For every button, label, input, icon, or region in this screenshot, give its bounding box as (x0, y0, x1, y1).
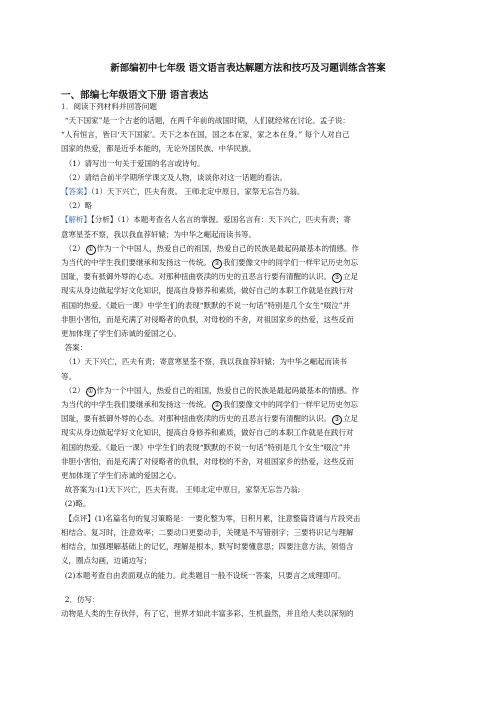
paragraph-line: 更加体现了学生们赤诚的爱国之心。 (61, 329, 181, 339)
paragraph-line: 更加体现了学生们赤诚的爱国之心。 (61, 471, 181, 481)
document-title: 新部编初中七年级 语文语言表达解题方法和技巧及习题训练含答案 (110, 63, 386, 74)
answer-2: （2）略 (64, 201, 93, 211)
paragraph-line: 非胆小害怕，而是充满了对侵略者的仇恨，对母校的不舍，对祖国家乡的热爱，这些反而 (61, 314, 354, 324)
paragraph-line: 现实从身边做起学好文化知识，提高自身修养和素质，做好自己的本职工作就是在践行对 (61, 428, 354, 438)
circled-three-icon: ③ (332, 415, 342, 425)
answer-repeat-line: （1）天下兴亡，匹夫有责；寄意寒星荃不察，我以我血荐轩辕；为中华之崛起而读书 (64, 357, 348, 367)
question-prompt: 阅读下列材料并回答问题 (73, 102, 157, 111)
paragraph-line: 现实从身边做起学好文化知识，提高自身修养和素质，做好自己的本职工作就是在践行对 (61, 286, 354, 296)
comment-line: 【点评】(1)名篇名句的复习策略是：一要化整为零，日积月累，注意整篇背诵与片段突击 (64, 513, 361, 523)
comment-line: (2)本题考查自由表面观点的能力。此类题目一般不设统一答案，只要言之成理即可。 (64, 570, 346, 580)
final-answer: 故答案为:(1)天下兴亡，匹夫有责。 王师北定中原日，家祭无忘告乃翁; (64, 485, 301, 495)
sub-question-2: （2）请结合前半学期所学课文及人物，谈谈你对这一话题的看法。 (64, 172, 288, 182)
sub-question-1: （1）请写出一句关于爱国的名言或诗句。 (64, 158, 205, 168)
analysis-tag-2: 【分析】 (91, 215, 118, 225)
answer-label: 答案： (64, 343, 88, 353)
paragraph-line: （2） ① 作为一个中国人，热爱自己的祖国，热爱自己的民族是最起码最基本的情感。作 (64, 243, 360, 253)
circled-one-icon: ① (86, 387, 96, 397)
circled-two-icon: ② (212, 401, 222, 411)
question-number: 1． (61, 102, 74, 111)
analysis-line: 意寒星荃不察，我以我血荐轩辕；为中华之崛起而读书等。 (61, 229, 256, 239)
analysis-line (61, 213, 439, 227)
paragraph-line: 祖国的热爱。《最后一课》中学生们的表现“默默的不说一句话”特别是几个女生“啜泣”并 (61, 442, 351, 452)
paragraph-line: 为当代的中学生我们要继承和发扬这一传统。 ② 我们要像文中的同学们一样牢记历史勿忘 (61, 400, 358, 410)
paragraph-line: 国耻，要有抵御外辱的心态。对那种扭曲亵渎的历史的丑恶言行要有清醒的认识。 ③ 立足 (61, 272, 358, 282)
paragraph-line: 为当代的中学生我们要继承和发扬这一传统。 ② 我们要像文中的同学们一样牢记历史勿忘 (61, 258, 358, 268)
paragraph-line: 国耻，要有抵御外辱的心态。对那种扭曲亵渎的历史的丑恶言行要有清醒的认识。 ③ 立足 (61, 414, 358, 424)
answer-tag: 【答案】 (61, 187, 91, 197)
circled-three-icon: ③ (332, 273, 342, 283)
paragraph-line: （2） ① 作为一个中国人，热爱自己的祖国，热爱自己的民族是最起码最基本的情感。作 (64, 385, 360, 395)
analysis-text: （1）本题考查名人名言的掌握。爱国名言有：天下兴亡，匹夫有责；寄 (117, 215, 351, 225)
material-line: 国家的热爱，都是近乎本能的，无论外国民族、中华民族。 (61, 144, 256, 154)
comment-line: 义，圈点勾画，边诵边写； (61, 556, 151, 566)
analysis-tag: 【解析】 (61, 215, 91, 225)
material-line: “天下国家”是一个古老的话题，在两千年前的战国时期，人们就经常在讨论。孟子说： (64, 116, 350, 125)
section-heading: 一、部编七年级语文下册 语言表达 (61, 90, 209, 101)
answer-text: （1）天下兴亡，匹夫有责。 王师北定中原日，家祭无忘告乃翁。 (91, 187, 305, 197)
comment-line: 相结合，加强理解基础上的记忆，理解是根本，默写时要懂意思；四要注意方法，领悟含 (61, 542, 354, 552)
document-body (61, 114, 439, 621)
question-2-text: 动物是人类的生存伙伴，有了它，世界才如此丰富多彩、生机盎然，并且给人类以深刻的 (61, 608, 354, 618)
question-1-heading (61, 101, 157, 112)
answer-line (61, 185, 439, 199)
material-line: “人有恒言，皆曰‘天下国家’。天下之本在国，国之本在家，家之本在身。” 每个人对自己 (61, 130, 350, 140)
circled-one-icon: ① (86, 245, 96, 255)
comment-tag: 【点评】 (64, 513, 95, 523)
question-2-heading: 2．仿写： (64, 594, 100, 604)
answer-repeat-line: 等。 (61, 371, 76, 381)
final-answer-2: (2)略。 (64, 499, 91, 509)
circled-two-icon: ② (212, 259, 222, 269)
comment-line: 相结合。复习时，注意效率；二要动口更要动手，关键是不写错别字；三要将识记与理解 (61, 527, 354, 537)
paragraph-line: 祖国的热爱。《最后一课》中学生们的表现“默默的不说一句话”特别是几个女生“啜泣”并 (61, 300, 351, 310)
paragraph-line: 非胆小害怕，而是充满了对侵略者的仇恨，对母校的不舍，对祖国家乡的热爱，这些反而 (61, 456, 354, 466)
